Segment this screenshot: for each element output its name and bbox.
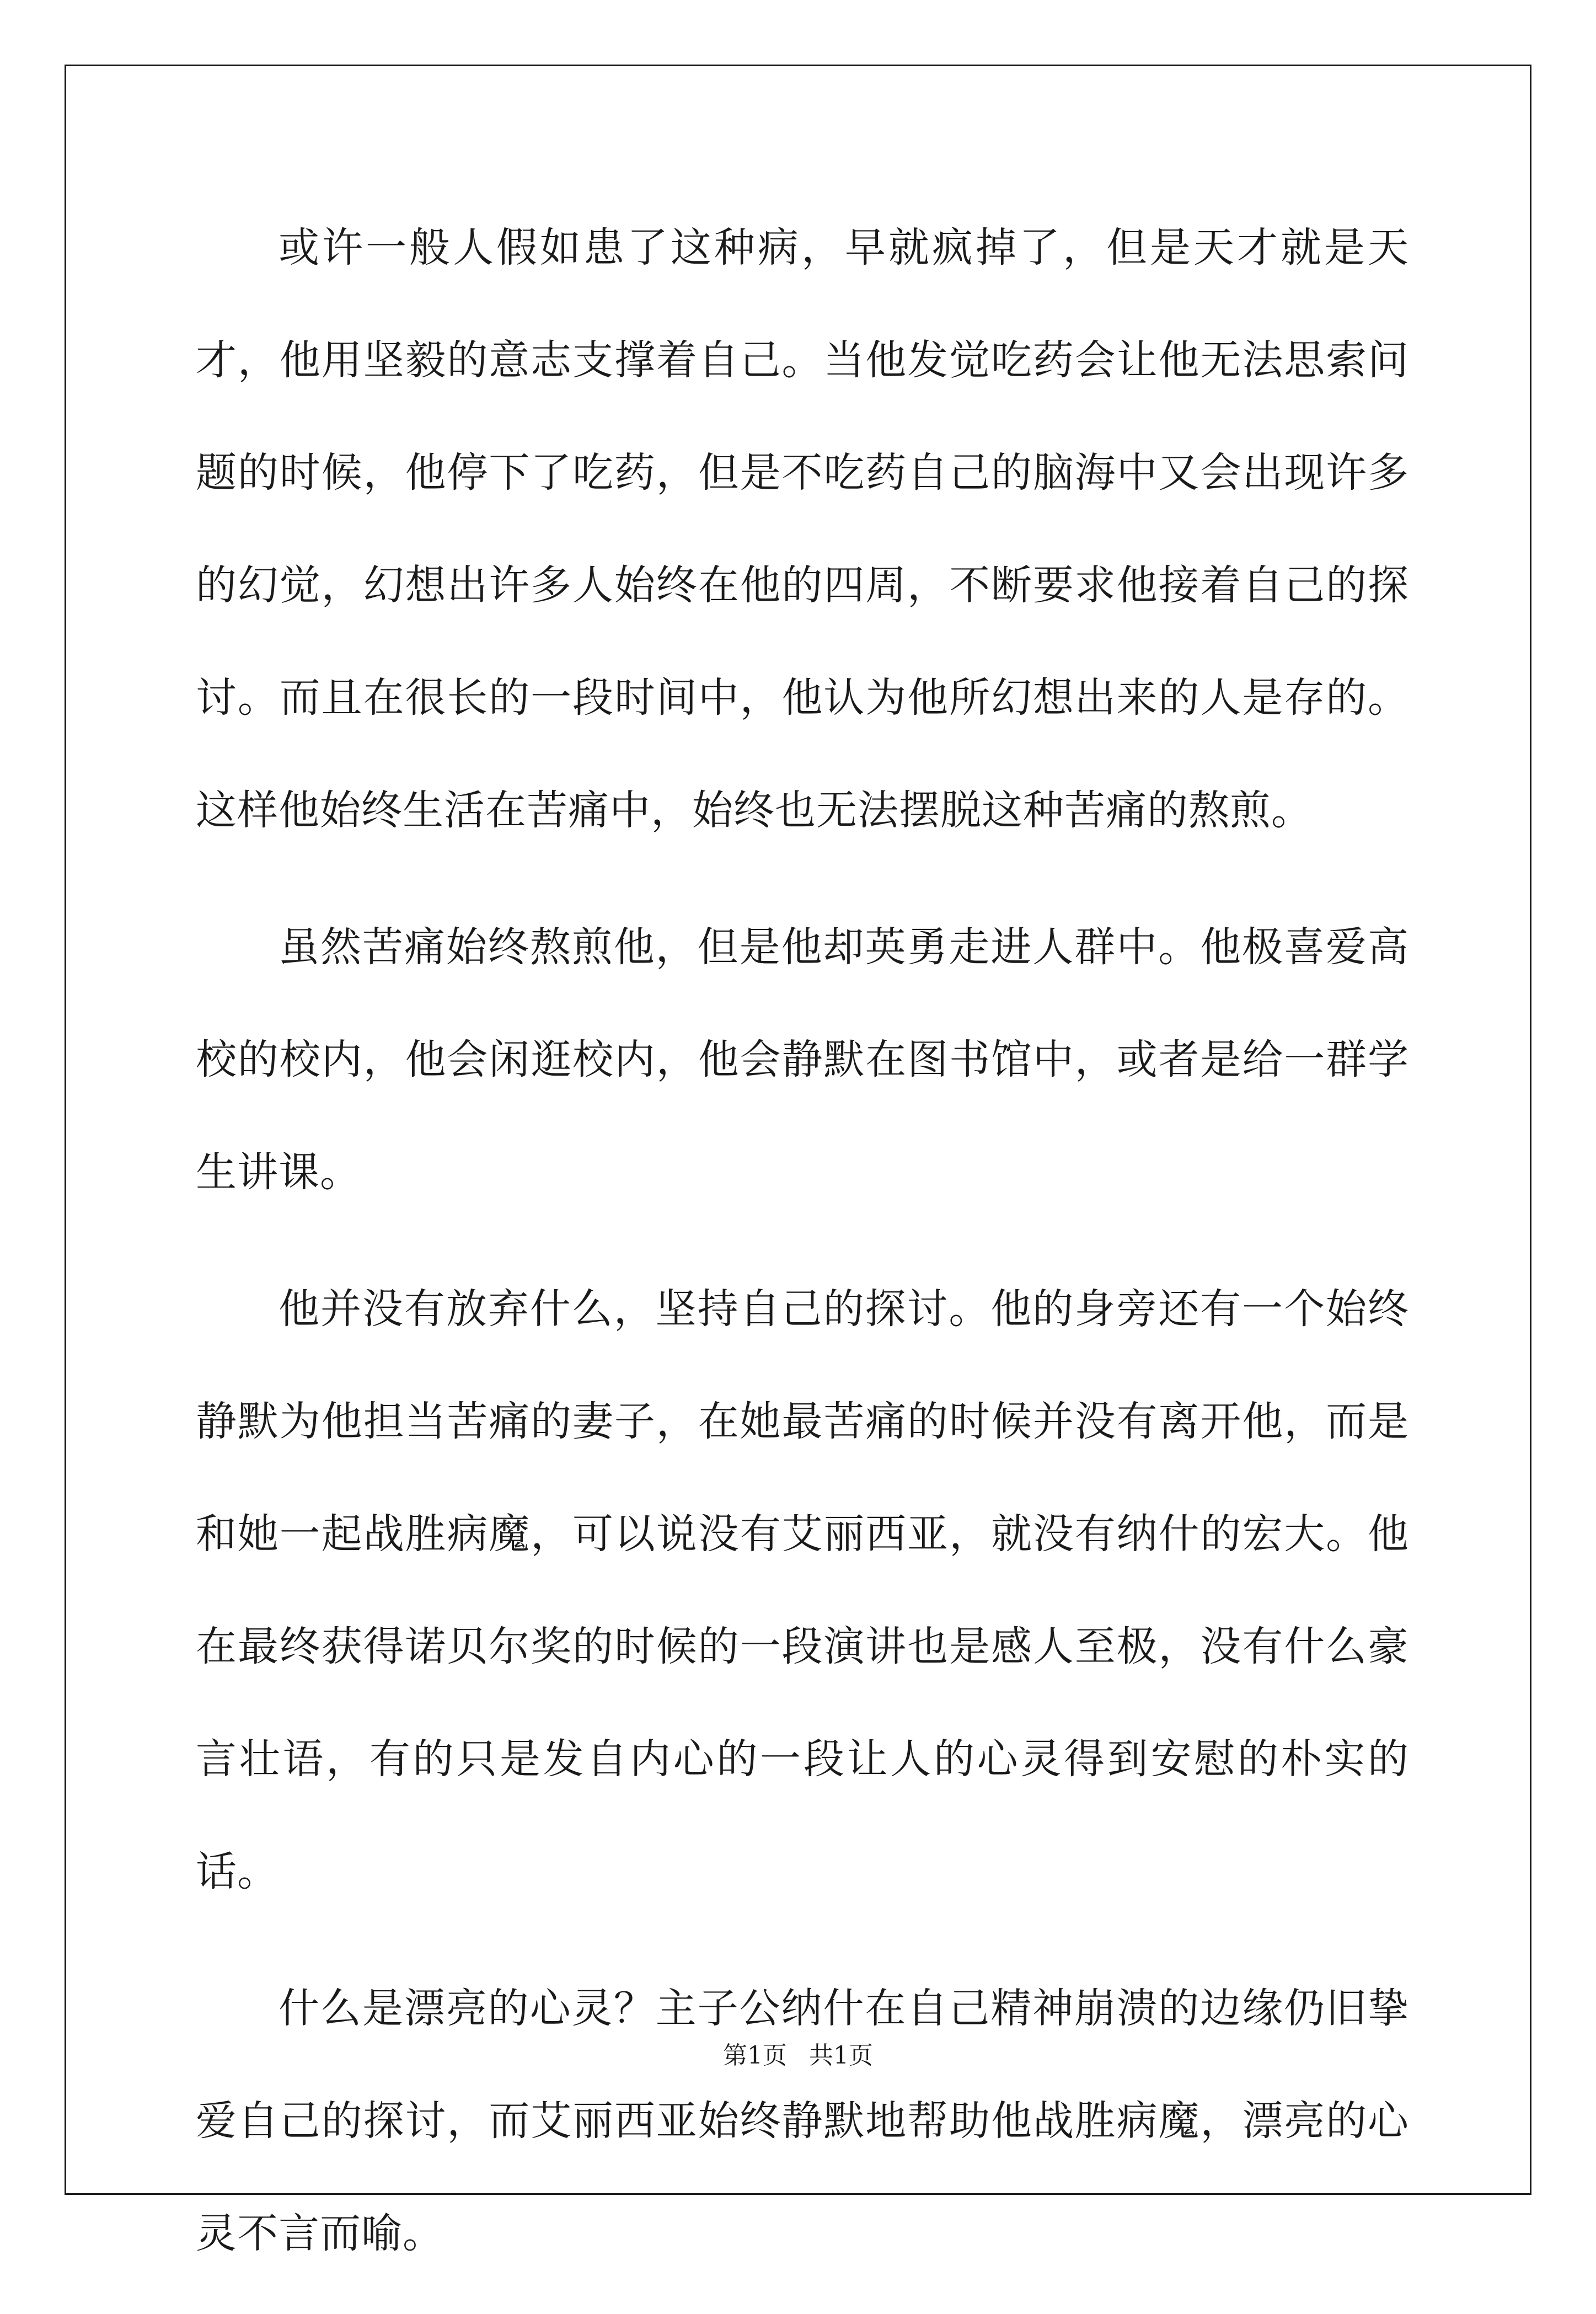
document-body	[196, 191, 1409, 2314]
paragraph-3: 他并没有放弃什么，坚持自己的探讨。他的身旁还有一个始终静默为他担当苦痛的妻子，在她最苦痛的时候并没有离开他，而是和她一起战胜病魔，可以说没有艾丽西亚，就没有纳什的宏大。他在最终获得诺贝尔奖的时候的一段演讲也是感人至极，没有什么豪言壮语，有的只是发自内心的一段让人的心灵得到安慰的朴实的话。	[196, 1285, 1409, 1895]
page-total: 共1页	[809, 2042, 873, 2070]
paragraph-1: 或许一般人假如患了这种病，早就疯掉了，但是天才就是天才，他用坚毅的意志支撑着自己。当他发觉吃药会让他无法思索问题的时候，他停下了吃药，但是不吃药自己的脑海中又会出现许多的幻觉，幻想出许多人始终在他的四周，不断要求他接着自己的探讨。而且在很长的一段时间中，他认为他所幻想出来的人是存的。这样他始终生活在苦痛中，始终也无法摆脱这种苦痛的熬煎。	[196, 224, 1409, 834]
page-footer	[0, 2035, 1596, 2071]
page-number: 第1页	[723, 2042, 787, 2070]
paragraph-2: 虽然苦痛始终熬煎他，但是他却英勇走进人群中。他极喜爱高校的校内，他会闲逛校内，他会静默在图书馆中，或者是给一群学生讲课。	[196, 923, 1409, 1196]
paragraph-4: 什么是漂亮的心灵？主子公纳什在自己精神崩溃的边缘仍旧挚爱自己的探讨，而艾丽西亚始终静默地帮助他战胜病魔，漂亮的心灵不言而喻。	[196, 1985, 1409, 2257]
